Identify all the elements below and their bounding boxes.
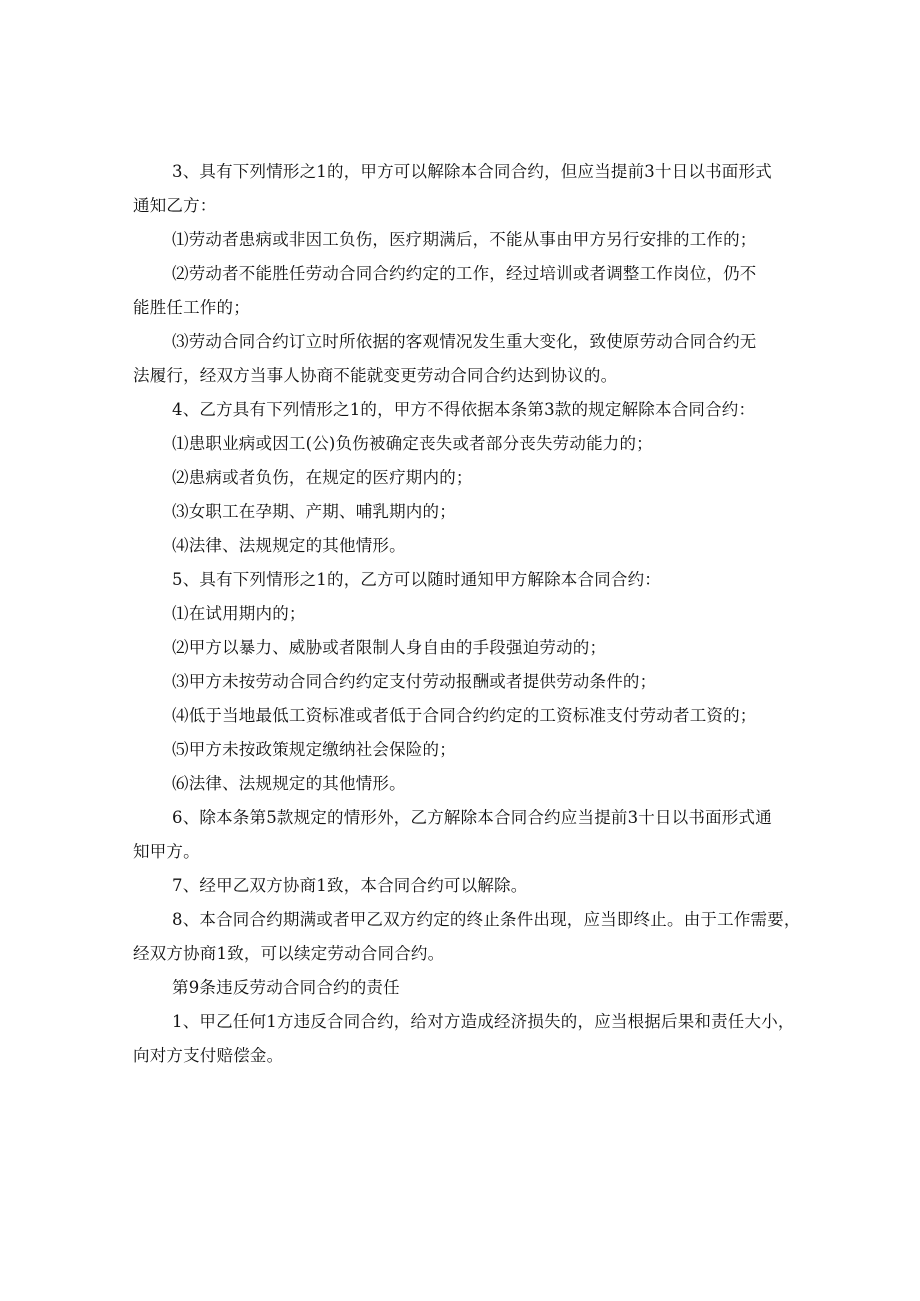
document-body bbox=[133, 155, 803, 1073]
article-9-heading: 第9条违反劳动合同合约的责任 bbox=[172, 978, 400, 997]
clause-3-line-2: 通知乙方： bbox=[133, 196, 217, 215]
clause-8-line-2: 经双方协商1致，可以续定劳动合同合约。 bbox=[133, 944, 445, 963]
clause-3-item-1: ⑴劳动者患病或非因工负伤，医疗期满后，不能从事由甲方另行安排的工作的； bbox=[172, 230, 757, 249]
clause-5-item-3: ⑶甲方未按劳动合同合约约定支付劳动报酬或者提供劳动条件的； bbox=[172, 672, 657, 691]
clause-6-line-2: 知甲方。 bbox=[133, 842, 200, 861]
clause-4-item-2: ⑵患病或者负伤，在规定的医疗期内的； bbox=[172, 468, 473, 487]
clause-4-item-4: ⑷法律、法规规定的其他情形。 bbox=[172, 536, 406, 555]
clause-3-item-2-line-1: ⑵劳动者不能胜任劳动合同合约约定的工作，经过培训或者调整工作岗位，仍不 bbox=[172, 264, 757, 283]
clause-3-item-3-line-2: 法履行，经双方当事人协商不能就变更劳动合同合约达到协议的。 bbox=[133, 366, 618, 385]
clause-3-item-3-line-1: ⑶劳动合同合约订立时所依据的客观情况发生重大变化，致使原劳动合同合约无 bbox=[172, 332, 757, 351]
clause-5-item-1: ⑴在试用期内的； bbox=[172, 604, 306, 623]
clause-7: 7、经甲乙双方协商1致，本合同合约可以解除。 bbox=[172, 876, 528, 895]
clause-4-item-1: ⑴患职业病或因工(公)负伤被确定丧失或者部分丧失劳动能力的； bbox=[172, 434, 653, 453]
article-9-clause-1-line-2: 向对方支付赔偿金。 bbox=[133, 1046, 284, 1065]
clause-4-heading: 4、乙方具有下列情形之1的，甲方不得依据本条第3款的规定解除本合同合约： bbox=[172, 400, 756, 419]
clause-3-line-1: 3、具有下列情形之1的，甲方可以解除本合同合约，但应当提前3十日以书面形式 bbox=[172, 162, 772, 181]
clause-5-item-4: ⑷低于当地最低工资标准或者低于合同合约约定的工资标准支付劳动者工资的； bbox=[172, 706, 757, 725]
clause-3-item-2-line-2: 能胜任工作的； bbox=[133, 298, 250, 317]
article-9-clause-1-line-1: 1、甲乙任何1方违反合同合约，给对方造成经济损失的，应当根据后果和责任大小， bbox=[172, 1012, 795, 1031]
clause-8-line-1: 8、本合同合约期满或者甲乙双方约定的终止条件出现，应当即终止。由于工作需要， bbox=[172, 910, 801, 929]
clause-5-item-2: ⑵甲方以暴力、威胁或者限制人身自由的手段强迫劳动的； bbox=[172, 638, 607, 657]
clause-4-item-3: ⑶女职工在孕期、产期、哺乳期内的； bbox=[172, 502, 456, 521]
clause-5-item-6: ⑹法律、法规规定的其他情形。 bbox=[172, 774, 406, 793]
clause-5-heading: 5、具有下列情形之1的，乙方可以随时通知甲方解除本合同合约： bbox=[172, 570, 661, 589]
clause-5-item-5: ⑸甲方未按政策规定缴纳社会保险的； bbox=[172, 740, 456, 759]
clause-6-line-1: 6、除本条第5款规定的情形外，乙方解除本合同合约应当提前3十日以书面形式通 bbox=[172, 808, 772, 827]
